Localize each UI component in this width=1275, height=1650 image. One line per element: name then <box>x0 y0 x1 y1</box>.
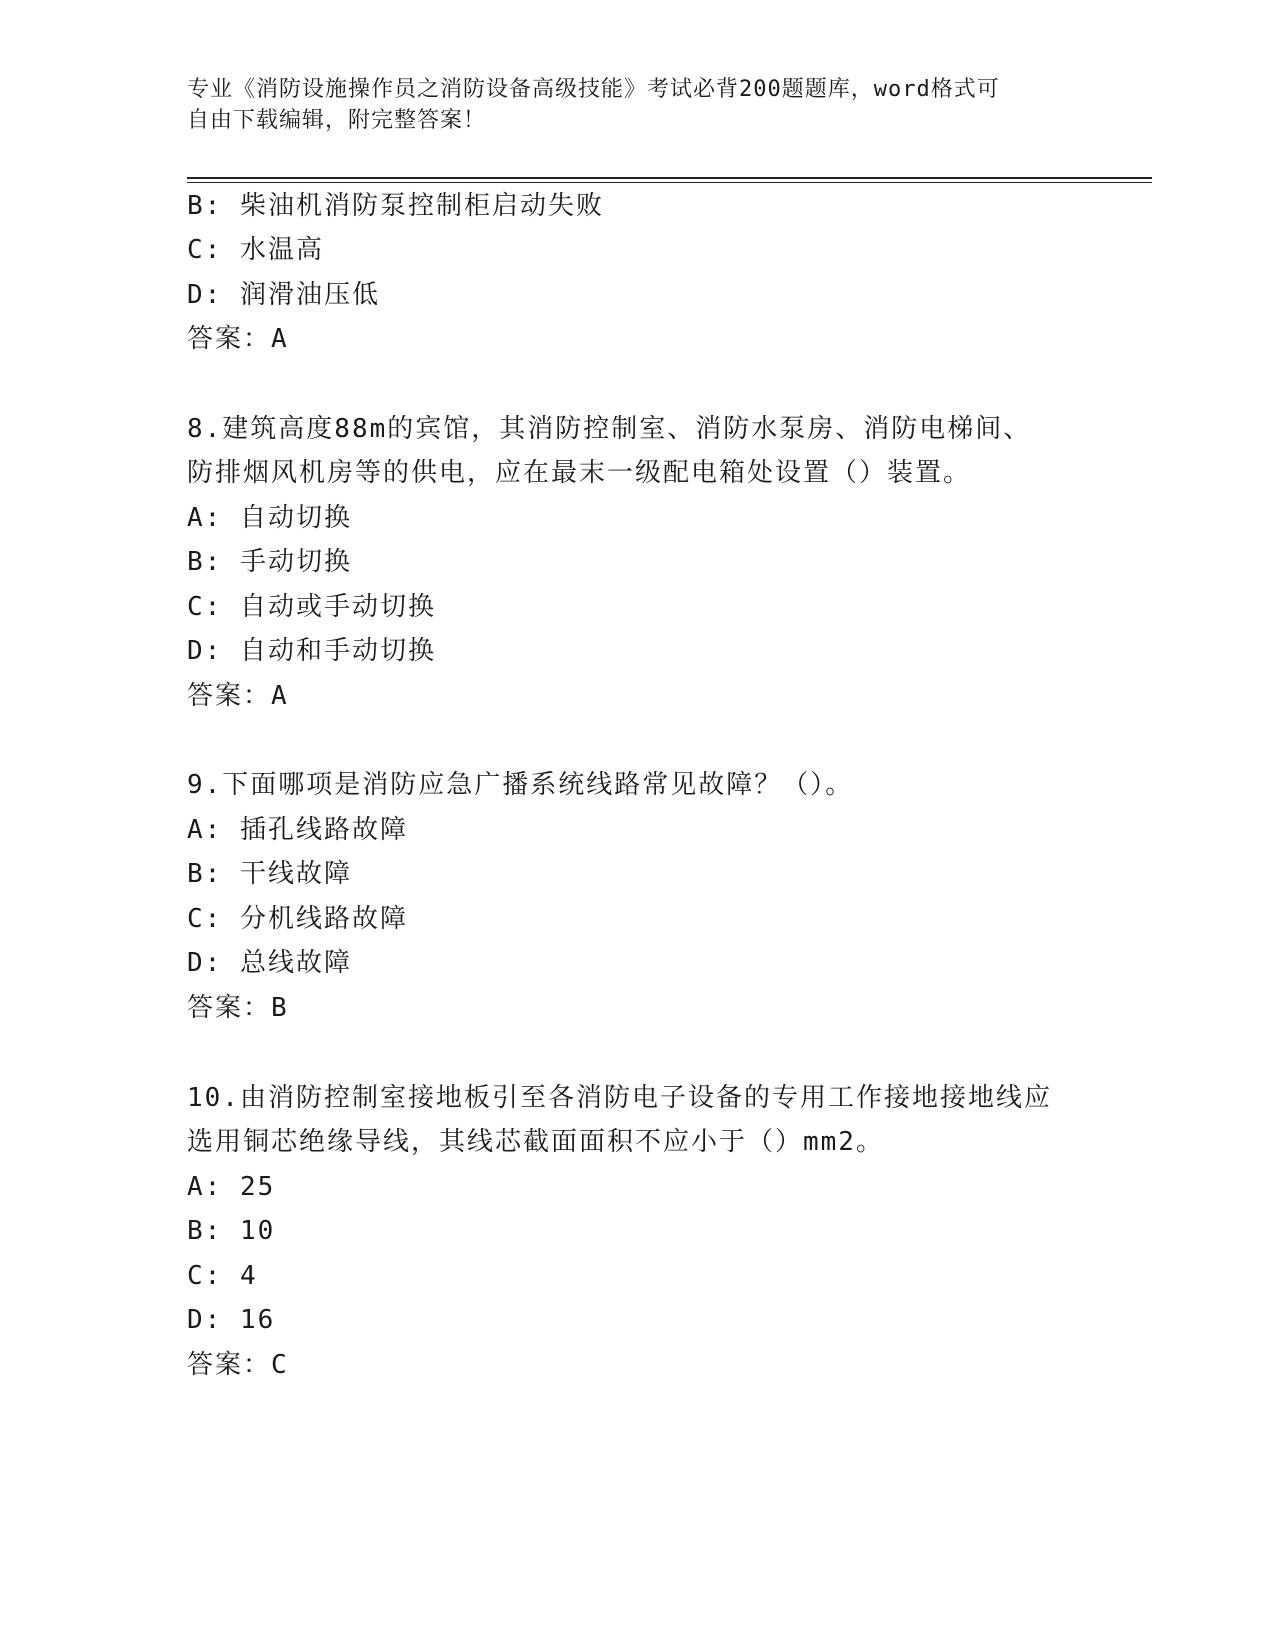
question-9-option-a: A: 插孔线路故障 <box>187 815 408 845</box>
header-line-1: 专业《消防设施操作员之消防设备高级技能》考试必背200题题库，word格式可 <box>187 77 1000 102</box>
question-8-option-c: C: 自动或手动切换 <box>187 592 436 622</box>
carryover-option-b: B: 柴油机消防泵控制柜启动失败 <box>187 191 604 221</box>
question-8-option-a: A: 自动切换 <box>187 503 352 533</box>
question-10-stem-line-1: 10.由消防控制室接地板引至各消防电子设备的专用工作接地接地线应 <box>187 1083 1052 1113</box>
question-10-option-c: C: 4 <box>187 1261 258 1291</box>
question-8-answer: 答案：A <box>187 681 289 711</box>
question-9-option-b: B: 干线故障 <box>187 859 352 889</box>
document-header <box>187 74 1067 136</box>
question-9-answer: 答案：B <box>187 993 289 1023</box>
question-9-stem-line-1: 9.下面哪项是消防应急广播系统线路常见故障？（）。 <box>187 770 854 800</box>
question-8-stem-line-1: 8.建筑高度88m的宾馆，其消防控制室、消防水泵房、消防电梯间、 <box>187 414 1032 444</box>
question-10-option-a: A: 25 <box>187 1172 276 1202</box>
question-10-answer: 答案：C <box>187 1350 289 1380</box>
header-divider-thin <box>187 182 1152 183</box>
carryover-option-d: D: 润滑油压低 <box>187 280 380 310</box>
carryover-answer: 答案：A <box>187 324 289 354</box>
question-10-stem-line-2: 选用铜芯绝缘导线，其线芯截面面积不应小于（）mm2。 <box>187 1127 884 1157</box>
question-9-option-d: D: 总线故障 <box>187 948 352 978</box>
question-10-option-d: D: 16 <box>187 1305 276 1335</box>
header-divider-thick <box>187 177 1152 179</box>
carryover-option-c: C: 水温高 <box>187 235 324 265</box>
header-line-2: 自由下载编辑，附完整答案！ <box>187 108 487 133</box>
question-8-stem-line-2: 防排烟风机房等的供电，应在最末一级配电箱处设置（）装置。 <box>187 458 972 488</box>
question-9-option-c: C: 分机线路故障 <box>187 904 408 934</box>
question-10-option-b: B: 10 <box>187 1216 276 1246</box>
question-8-option-b: B: 手动切换 <box>187 547 352 577</box>
question-8-option-d: D: 自动和手动切换 <box>187 636 436 666</box>
